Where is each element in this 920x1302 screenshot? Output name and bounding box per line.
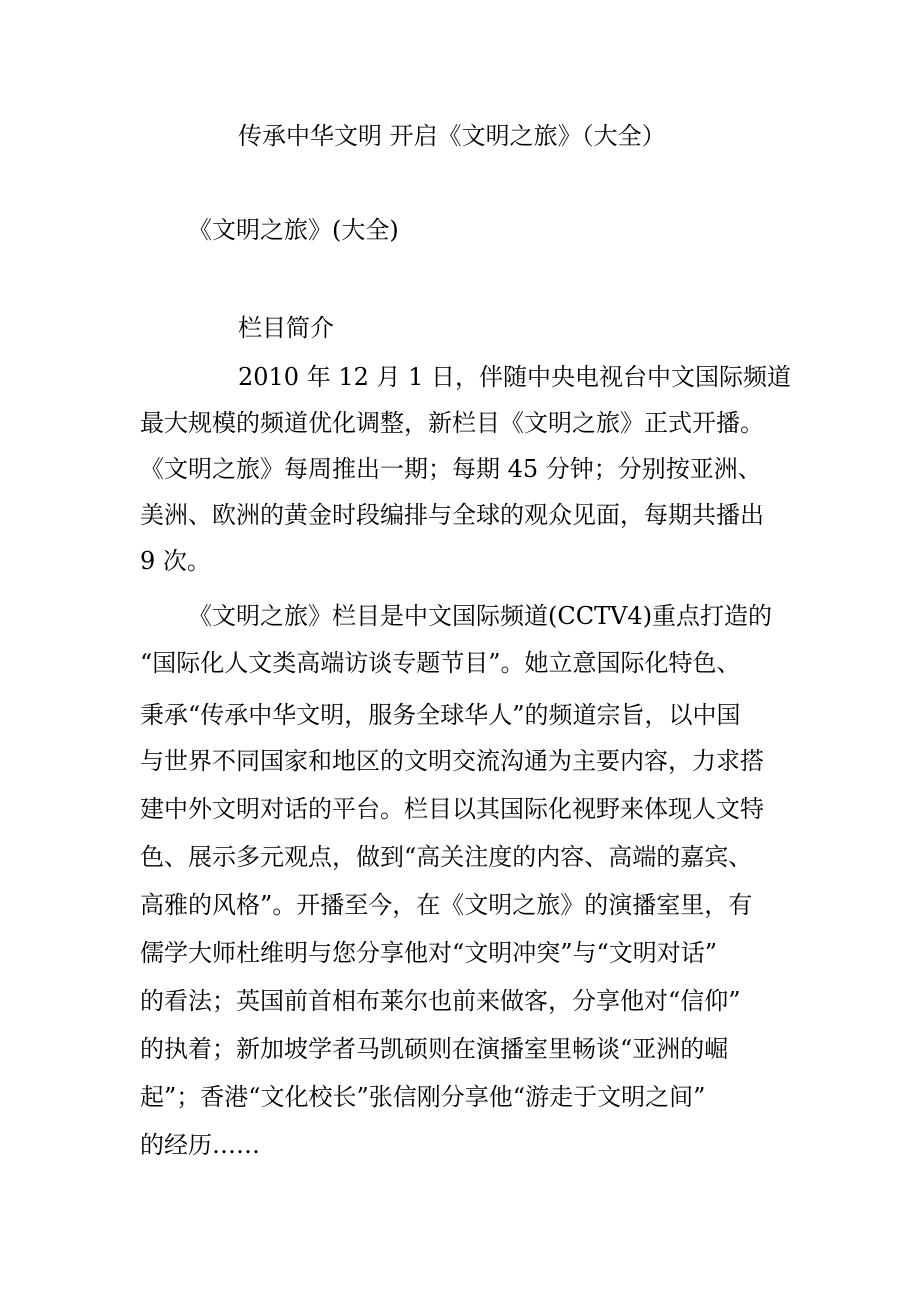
paragraph-1-line: 美洲、欧洲的黄金时段编排与全球的观众见面，每期共播出 bbox=[140, 501, 764, 529]
paragraph-2-line: 的看法；英国前首相布莱尔也前来做客，分享他对“信仰” bbox=[140, 987, 741, 1015]
paragraph-1-line: 2010 年 12 月 1 日，伴随中央电视台中文国际频道 bbox=[238, 363, 792, 391]
paragraph-2-line: 儒学大师杜维明与您分享他对“文明冲突”与“文明对话” bbox=[140, 939, 718, 967]
section-heading: 栏目简介 bbox=[238, 314, 334, 342]
paragraph-2-line: 高雅的风格”。开播至今，在《文明之旅》的演播室里，有 bbox=[140, 891, 753, 919]
paragraph-2-line: 起”；香港“文化校长”张信刚分享他“游走于文明之间” bbox=[140, 1083, 706, 1111]
paragraph-2-line: 建中外文明对话的平台。栏目以其国际化视野来体现人文特 bbox=[140, 795, 764, 823]
paragraph-2-line: 与世界不同国家和地区的文明交流沟通为主要内容，力求搭 bbox=[140, 747, 764, 775]
paragraph-1-line: 9 次。 bbox=[140, 547, 211, 575]
paragraph-1-line: 最大规模的频道优化调整，新栏目《文明之旅》正式开播。 bbox=[140, 409, 764, 437]
paragraph-2-line: “国际化人文类高端访谈专题节目”。她立意国际化特色、 bbox=[140, 649, 741, 677]
paragraph-2-line: 《文明之旅》栏目是中文国际频道(CCTV4)重点打造的 bbox=[188, 602, 773, 630]
document-title: 传承中华文明 开启《文明之旅》（大全） bbox=[238, 122, 666, 150]
document-subtitle: 《文明之旅》(大全) bbox=[188, 216, 399, 244]
paragraph-2-line: 秉承“传承中华文明，服务全球华人”的频道宗旨，以中国 bbox=[140, 701, 741, 729]
paragraph-2-line: 的经历…… bbox=[140, 1131, 260, 1159]
paragraph-2-line: 色、展示多元观点，做到“高关注度的内容、高端的嘉宾、 bbox=[140, 843, 753, 871]
paragraph-2-line: 的执着；新加坡学者马凯硕则在演播室里畅谈“亚洲的崛 bbox=[140, 1035, 729, 1063]
paragraph-1-line: 《文明之旅》每周推出一期；每期 45 分钟；分别按亚洲、 bbox=[140, 455, 762, 483]
